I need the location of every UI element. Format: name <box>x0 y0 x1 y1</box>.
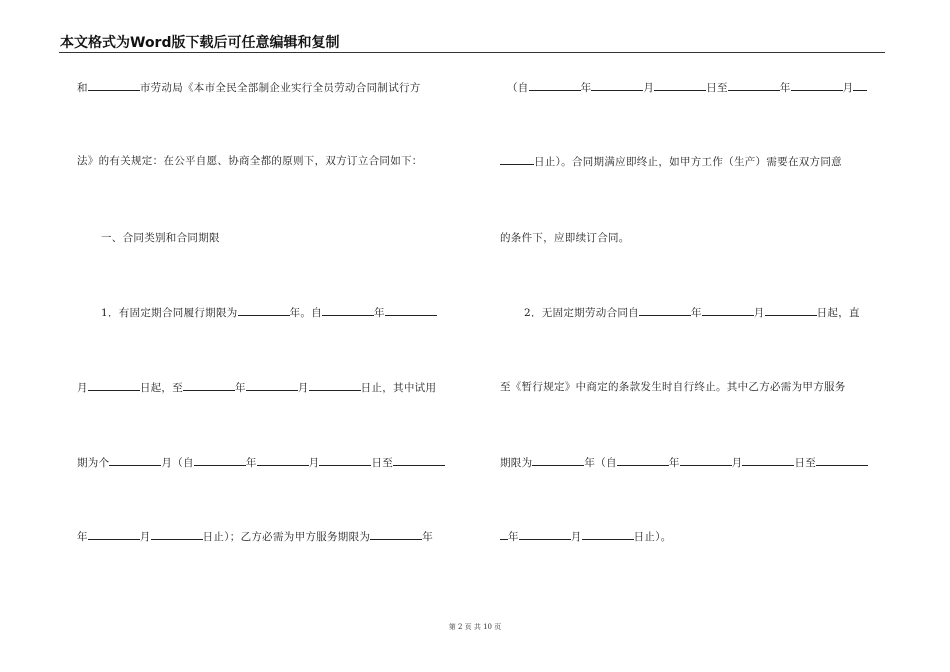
blank-field <box>385 305 437 316</box>
paragraph-line <box>500 231 630 245</box>
text: 月 <box>842 82 854 94</box>
text: 和 <box>77 82 88 94</box>
text: 日至 <box>706 82 728 94</box>
blank-field <box>742 455 794 466</box>
blank-field <box>319 455 371 466</box>
paragraph-line <box>77 529 433 544</box>
blank-field <box>617 455 669 466</box>
blank-field <box>88 380 140 391</box>
paragraph-line <box>77 80 421 95</box>
blank-field <box>728 80 780 91</box>
text: 日止）；乙方必需为甲方服务期限为 <box>202 531 371 543</box>
text: 的条件下，应即续订合同。 <box>500 232 630 244</box>
blank-field <box>529 80 581 91</box>
blank-field <box>309 380 361 391</box>
paragraph-line <box>77 455 445 470</box>
text: 法》的有关规定：在公平自愿、协商全都的原则下，双方订立合同如下： <box>77 155 423 167</box>
text: 月（自 <box>161 457 194 469</box>
section-heading <box>101 231 220 245</box>
text: 年 <box>779 82 791 94</box>
text: 月 <box>643 82 655 94</box>
text: 年 <box>690 307 702 319</box>
blank-field <box>183 380 235 391</box>
blank-field <box>393 455 445 466</box>
paragraph-line <box>500 455 868 470</box>
text: 日止）。 <box>633 531 672 543</box>
text: 月 <box>570 531 582 543</box>
text: 年 <box>235 382 246 394</box>
blank-field <box>88 529 140 540</box>
blank-field <box>88 80 140 91</box>
blank-field <box>194 455 246 466</box>
text: 月 <box>77 382 88 394</box>
blank-field <box>853 80 867 91</box>
paragraph-line <box>77 380 436 395</box>
text: 市劳动局《本市全民全部制企业实行全员劳动合同制试行方 <box>139 82 421 94</box>
text: 一、合同类别和合同期限 <box>101 232 220 244</box>
blank-field <box>109 455 161 466</box>
text: 年。自 <box>289 307 322 319</box>
text: 1．有固定期合同履行期限为 <box>101 307 238 319</box>
blank-field <box>639 305 691 316</box>
blank-field <box>654 80 706 91</box>
blank-field <box>500 529 508 540</box>
header-title: 本文格式为Word版下载后可任意编辑和复制 <box>60 35 340 51</box>
text: 日止）。合同期满应即终止，如甲方工作（生产）需要在双方同意 <box>534 156 842 168</box>
text: 日至 <box>371 457 394 469</box>
blank-field <box>582 529 634 540</box>
paragraph-line <box>524 305 860 320</box>
text: 月 <box>139 531 151 543</box>
blank-field <box>238 305 290 316</box>
text: 年 <box>422 531 433 543</box>
blank-field <box>591 80 643 91</box>
text: 期为个 <box>77 457 110 469</box>
paragraph-line <box>507 80 867 95</box>
text: 期限为 <box>500 457 533 469</box>
text: 至《暂行规定》中商定的条款发生时自行终止。其中乙方必需为甲方服务 <box>500 381 846 393</box>
text: 日起，直 <box>816 307 860 319</box>
blank-field <box>246 380 298 391</box>
blank-field <box>532 455 584 466</box>
right-column <box>500 0 890 672</box>
blank-field <box>370 529 422 540</box>
blank-field <box>500 154 534 165</box>
text: 月 <box>308 457 320 469</box>
blank-field <box>519 529 571 540</box>
text: 年 <box>77 531 88 543</box>
text: 月 <box>297 382 309 394</box>
blank-field <box>702 305 754 316</box>
paragraph-line <box>500 529 672 544</box>
text: 日至 <box>794 457 817 469</box>
text: 日起，至 <box>139 382 184 394</box>
paragraph-line <box>500 154 842 169</box>
paragraph-line <box>101 305 437 320</box>
blank-field <box>257 455 309 466</box>
text: 年 <box>668 457 680 469</box>
text: 月 <box>731 457 743 469</box>
blank-field <box>322 305 374 316</box>
text: 年 <box>580 82 592 94</box>
text: 年 <box>245 457 257 469</box>
blank-field <box>816 455 868 466</box>
paragraph-line <box>500 380 846 394</box>
blank-field <box>680 455 732 466</box>
text: 日止，其中试用 <box>360 382 437 394</box>
text: 月 <box>753 307 765 319</box>
blank-field <box>765 305 817 316</box>
blank-field <box>791 80 843 91</box>
left-column <box>77 0 467 672</box>
blank-field <box>151 529 203 540</box>
paragraph-line <box>77 154 423 168</box>
text: 年 <box>374 307 385 319</box>
page-number: 第 2 页 共 10 页 <box>448 623 502 631</box>
text: 年（自 <box>584 457 617 469</box>
text: （自 <box>507 82 529 94</box>
text: 2．无固定期劳动合同自 <box>524 307 639 319</box>
text: 年 <box>508 531 519 543</box>
